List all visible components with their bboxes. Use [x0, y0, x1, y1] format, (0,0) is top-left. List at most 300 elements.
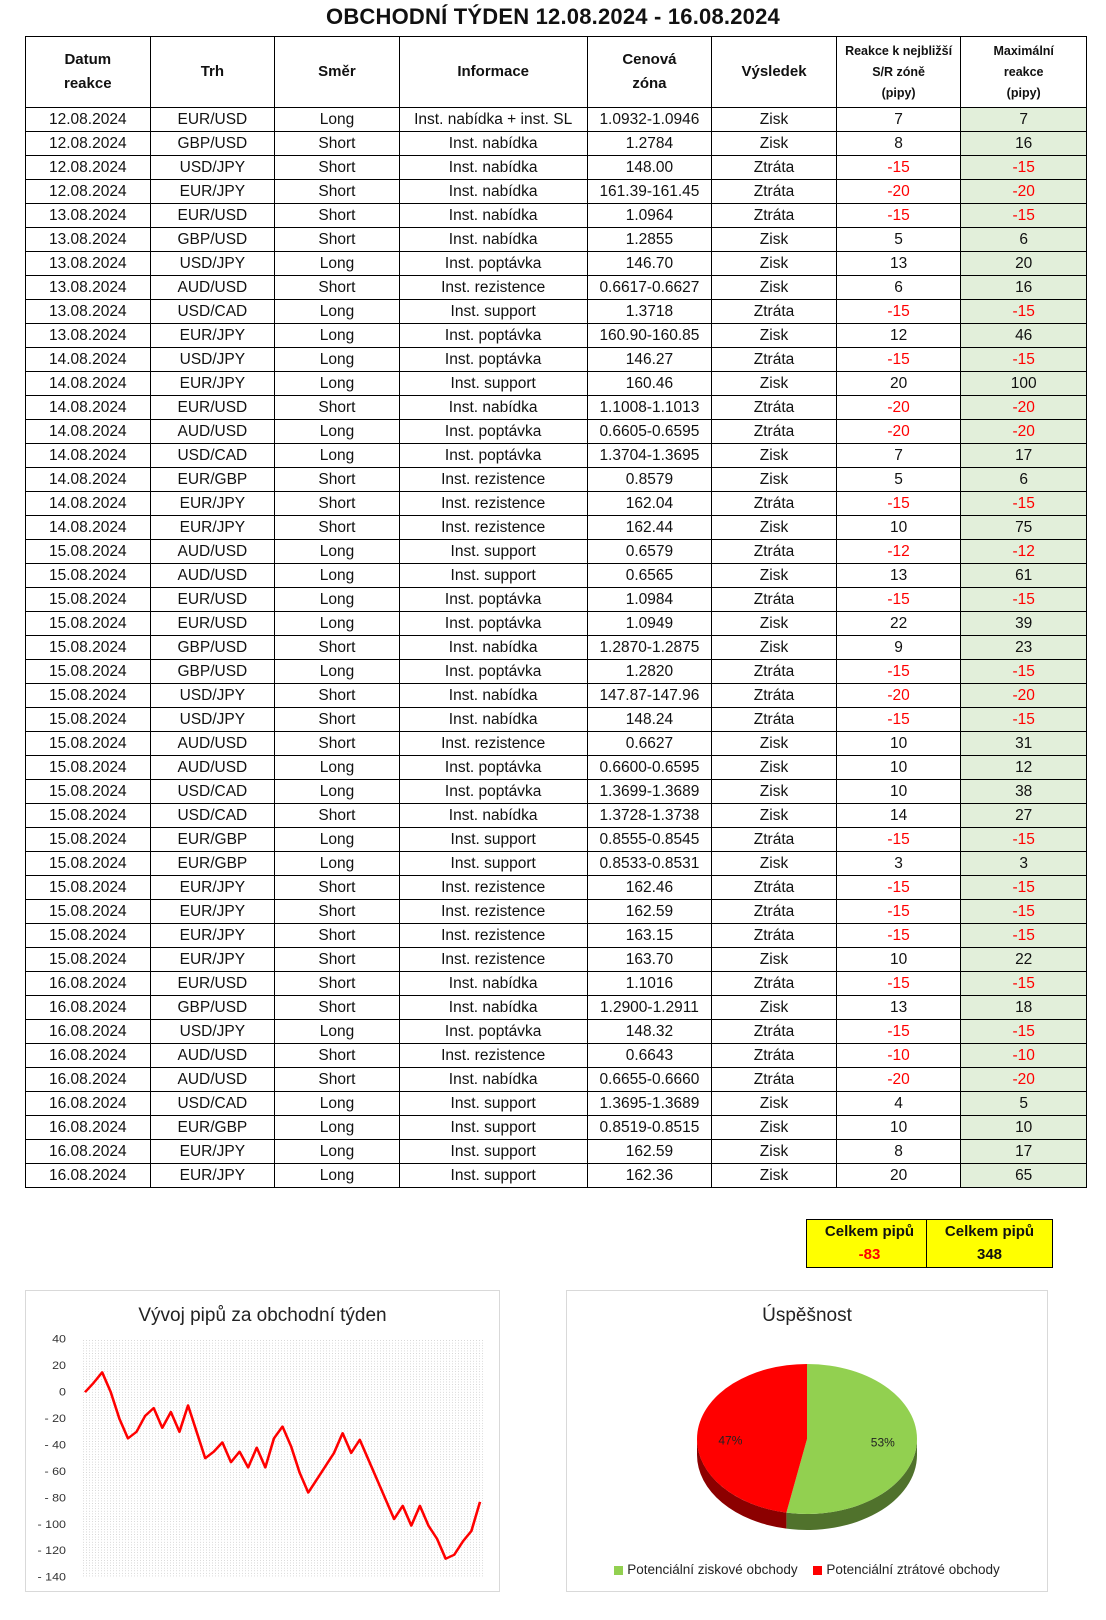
cell-date: 16.08.2024 [26, 1092, 151, 1116]
cell-reaction: -15 [836, 828, 961, 852]
cell-info: Inst. poptávka [399, 252, 587, 276]
cell-direction: Short [275, 948, 400, 972]
table-row [26, 780, 1087, 804]
y-tick-label: - 140 [37, 1571, 66, 1584]
cell-max-reaction: -20 [961, 180, 1087, 204]
cell-result: Ztráta [712, 900, 837, 924]
cell-info: Inst. rezistence [399, 948, 587, 972]
cell-date: 14.08.2024 [26, 444, 151, 468]
table-row [26, 492, 1087, 516]
cell-direction: Long [275, 1164, 400, 1188]
table-row [26, 540, 1087, 564]
cell-date: 14.08.2024 [26, 396, 151, 420]
cell-result: Zisk [712, 1140, 837, 1164]
table-row [26, 396, 1087, 420]
cell-date: 16.08.2024 [26, 972, 151, 996]
cell-direction: Short [275, 708, 400, 732]
cell-market: EUR/USD [150, 588, 275, 612]
table-row [26, 468, 1087, 492]
cell-date: 13.08.2024 [26, 252, 151, 276]
cell-direction: Short [275, 924, 400, 948]
cell-direction: Long [275, 300, 400, 324]
cell-market: USD/JPY [150, 708, 275, 732]
table-row [26, 444, 1087, 468]
cell-zone: 1.2870-1.2875 [587, 636, 712, 660]
cell-market: USD/JPY [150, 348, 275, 372]
cell-reaction: -15 [836, 588, 961, 612]
cell-direction: Long [275, 372, 400, 396]
cell-market: EUR/JPY [150, 372, 275, 396]
cell-max-reaction: 39 [961, 612, 1087, 636]
cell-reaction: 14 [836, 804, 961, 828]
cell-market: AUD/USD [150, 756, 275, 780]
cell-max-reaction: -15 [961, 972, 1087, 996]
cell-reaction: -15 [836, 204, 961, 228]
cell-info: Inst. rezistence [399, 516, 587, 540]
cell-direction: Short [275, 684, 400, 708]
cell-date: 15.08.2024 [26, 660, 151, 684]
cell-info: Inst. nabídka [399, 228, 587, 252]
table-row [26, 156, 1087, 180]
cell-info: Inst. rezistence [399, 876, 587, 900]
table-row [26, 756, 1087, 780]
cell-market: AUD/USD [150, 1044, 275, 1068]
cell-max-reaction: -15 [961, 1020, 1087, 1044]
cell-reaction: -20 [836, 1068, 961, 1092]
header-reaction: Reakce k nejbližší S/R zóně (pipy) [836, 37, 961, 108]
cell-reaction: -20 [836, 684, 961, 708]
cell-zone: 162.04 [587, 492, 712, 516]
cell-zone: 1.3728-1.3738 [587, 804, 712, 828]
legend-item-win [614, 1562, 797, 1577]
cell-direction: Long [275, 252, 400, 276]
cell-zone: 162.46 [587, 876, 712, 900]
cell-date: 15.08.2024 [26, 780, 151, 804]
cell-max-reaction: 17 [961, 444, 1087, 468]
cell-direction: Short [275, 732, 400, 756]
cell-market: USD/CAD [150, 780, 275, 804]
cell-reaction: 4 [836, 1092, 961, 1116]
cell-max-reaction: 10 [961, 1116, 1087, 1140]
cell-info: Inst. rezistence [399, 276, 587, 300]
page-title: OBCHODNÍ TÝDEN 12.08.2024 - 16.08.2024 [326, 4, 780, 29]
cell-zone: 163.70 [587, 948, 712, 972]
cell-zone: 0.6605-0.6595 [587, 420, 712, 444]
header-info: Informace [399, 37, 587, 108]
cell-info: Inst. rezistence [399, 1044, 587, 1068]
cell-date: 13.08.2024 [26, 300, 151, 324]
cell-result: Zisk [712, 516, 837, 540]
header-direction: Směr [275, 37, 400, 108]
table-row [26, 1164, 1087, 1188]
cell-reaction: -15 [836, 300, 961, 324]
cell-result: Zisk [712, 276, 837, 300]
cell-date: 15.08.2024 [26, 540, 151, 564]
cell-result: Ztráta [712, 300, 837, 324]
cell-info: Inst. support [399, 564, 587, 588]
total-max-label: Celkem pipů [944, 1223, 1035, 1240]
cell-info: Inst. poptávka [399, 420, 587, 444]
cell-info: Inst. nabídka [399, 396, 587, 420]
table-row [26, 132, 1087, 156]
cell-info: Inst. support [399, 1092, 587, 1116]
cell-result: Ztráta [712, 828, 837, 852]
cell-zone: 0.6627 [587, 732, 712, 756]
cell-max-reaction: 17 [961, 1140, 1087, 1164]
cell-direction: Short [275, 996, 400, 1020]
cell-max-reaction: 18 [961, 996, 1087, 1020]
cell-date: 16.08.2024 [26, 1044, 151, 1068]
cell-max-reaction: -15 [961, 708, 1087, 732]
cell-zone: 1.0964 [587, 204, 712, 228]
legend-swatch-loss [813, 1566, 822, 1575]
cell-market: GBP/USD [150, 636, 275, 660]
cell-zone: 1.2855 [587, 228, 712, 252]
cell-reaction: 20 [836, 372, 961, 396]
y-tick-label: 20 [52, 1359, 66, 1372]
cell-reaction: 7 [836, 444, 961, 468]
cell-result: Zisk [712, 636, 837, 660]
cell-direction: Short [275, 276, 400, 300]
cell-result: Ztráta [712, 876, 837, 900]
pie-chart-panel [566, 1290, 1048, 1592]
cell-direction: Long [275, 756, 400, 780]
cell-date: 13.08.2024 [26, 324, 151, 348]
cell-date: 16.08.2024 [26, 1164, 151, 1188]
cell-date: 12.08.2024 [26, 180, 151, 204]
table-row [26, 612, 1087, 636]
y-tick-label: - 60 [44, 1465, 66, 1478]
cell-reaction: 10 [836, 948, 961, 972]
cell-market: AUD/USD [150, 1068, 275, 1092]
cell-date: 16.08.2024 [26, 1140, 151, 1164]
cell-zone: 0.6617-0.6627 [587, 276, 712, 300]
cell-market: USD/CAD [150, 804, 275, 828]
cell-direction: Short [275, 1044, 400, 1068]
cell-market: EUR/JPY [150, 492, 275, 516]
cell-reaction: 13 [836, 252, 961, 276]
cell-reaction: 5 [836, 228, 961, 252]
y-tick-label: - 40 [44, 1439, 66, 1452]
cell-direction: Long [275, 1020, 400, 1044]
y-tick-label: - 20 [44, 1412, 66, 1425]
cell-market: USD/JPY [150, 684, 275, 708]
cell-info: Inst. nabídka [399, 996, 587, 1020]
cell-reaction: -15 [836, 924, 961, 948]
cell-info: Inst. nabídka [399, 804, 587, 828]
header-result: Výsledek [712, 37, 837, 108]
cell-result: Zisk [712, 612, 837, 636]
table-row [26, 1116, 1087, 1140]
cell-reaction: 13 [836, 564, 961, 588]
cell-direction: Long [275, 588, 400, 612]
cell-market: EUR/GBP [150, 468, 275, 492]
cell-market: EUR/JPY [150, 1140, 275, 1164]
cell-date: 15.08.2024 [26, 924, 151, 948]
cell-reaction: -12 [836, 540, 961, 564]
cell-result: Ztráta [712, 684, 837, 708]
total-reaction-value: -83 [858, 1246, 881, 1263]
cell-zone: 1.2900-1.2911 [587, 996, 712, 1020]
cell-max-reaction: -15 [961, 900, 1087, 924]
cell-market: GBP/USD [150, 228, 275, 252]
cell-market: GBP/USD [150, 660, 275, 684]
table-row [26, 204, 1087, 228]
cell-info: Inst. support [399, 828, 587, 852]
legend-label-loss: Potenciální ztrátové obchody [826, 1562, 1000, 1577]
cell-date: 15.08.2024 [26, 612, 151, 636]
cell-result: Zisk [712, 324, 837, 348]
cell-reaction: 13 [836, 996, 961, 1020]
cell-reaction: 20 [836, 1164, 961, 1188]
table-row [26, 1044, 1087, 1068]
cell-direction: Long [275, 108, 400, 132]
cell-max-reaction: 16 [961, 132, 1087, 156]
table-row [26, 876, 1087, 900]
cell-result: Zisk [712, 132, 837, 156]
cell-info: Inst. support [399, 852, 587, 876]
table-row [26, 300, 1087, 324]
table-row [26, 948, 1087, 972]
cell-zone: 146.70 [587, 252, 712, 276]
cell-market: AUD/USD [150, 732, 275, 756]
table-row [26, 636, 1087, 660]
legend-label-win: Potenciální ziskové obchody [627, 1562, 798, 1577]
cell-zone: 1.1008-1.1013 [587, 396, 712, 420]
cell-info: Inst. rezistence [399, 732, 587, 756]
cell-result: Ztráta [712, 420, 837, 444]
cell-zone: 146.27 [587, 348, 712, 372]
cell-direction: Short [275, 180, 400, 204]
cell-date: 13.08.2024 [26, 276, 151, 300]
cell-result: Zisk [712, 252, 837, 276]
cell-date: 15.08.2024 [26, 732, 151, 756]
cell-zone: 0.8579 [587, 468, 712, 492]
cell-result: Ztráta [712, 972, 837, 996]
cell-max-reaction: 5 [961, 1092, 1087, 1116]
cell-date: 15.08.2024 [26, 588, 151, 612]
cell-date: 15.08.2024 [26, 708, 151, 732]
total-max-box [926, 1219, 1053, 1268]
cell-info: Inst. support [399, 1164, 587, 1188]
cell-max-reaction: -12 [961, 540, 1087, 564]
y-tick-label: - 80 [44, 1492, 66, 1505]
cell-direction: Long [275, 420, 400, 444]
cell-result: Ztráta [712, 1068, 837, 1092]
cell-result: Ztráta [712, 540, 837, 564]
cell-direction: Long [275, 1116, 400, 1140]
cell-market: USD/JPY [150, 1020, 275, 1044]
cell-max-reaction: 100 [961, 372, 1087, 396]
cell-max-reaction: 12 [961, 756, 1087, 780]
cell-date: 13.08.2024 [26, 204, 151, 228]
cell-market: EUR/JPY [150, 1164, 275, 1188]
cell-reaction: 22 [836, 612, 961, 636]
cell-market: EUR/USD [150, 972, 275, 996]
cell-date: 14.08.2024 [26, 420, 151, 444]
cell-zone: 148.00 [587, 156, 712, 180]
cell-zone: 1.0949 [587, 612, 712, 636]
cell-market: GBP/USD [150, 996, 275, 1020]
table-header-row [26, 37, 1087, 108]
cell-reaction: -15 [836, 708, 961, 732]
cell-max-reaction: 16 [961, 276, 1087, 300]
cell-market: EUR/JPY [150, 516, 275, 540]
cell-zone: 0.6565 [587, 564, 712, 588]
cell-result: Zisk [712, 780, 837, 804]
header-date: Datum reakce [26, 37, 151, 108]
cell-max-reaction: 6 [961, 228, 1087, 252]
cell-max-reaction: -15 [961, 588, 1087, 612]
trades-table [25, 36, 1087, 1188]
cell-direction: Short [275, 516, 400, 540]
cell-direction: Long [275, 852, 400, 876]
cell-max-reaction: 38 [961, 780, 1087, 804]
cell-zone: 160.46 [587, 372, 712, 396]
pie-chart-title: Úspěšnost [762, 1305, 852, 1326]
table-row [26, 180, 1087, 204]
line-chart-title: Vývoj pipů za obchodní týden [138, 1305, 387, 1326]
cell-market: EUR/JPY [150, 324, 275, 348]
cell-market: AUD/USD [150, 540, 275, 564]
cell-result: Ztráta [712, 588, 837, 612]
cell-date: 12.08.2024 [26, 108, 151, 132]
cell-market: EUR/JPY [150, 180, 275, 204]
cell-date: 15.08.2024 [26, 684, 151, 708]
cell-info: Inst. nabídka [399, 156, 587, 180]
cell-reaction: 8 [836, 132, 961, 156]
cell-date: 15.08.2024 [26, 564, 151, 588]
cell-max-reaction: -20 [961, 684, 1087, 708]
pie-legend [567, 1562, 1047, 1577]
header-market: Trh [150, 37, 275, 108]
table-row [26, 276, 1087, 300]
cell-date: 16.08.2024 [26, 996, 151, 1020]
cell-direction: Long [275, 660, 400, 684]
cell-zone: 0.6643 [587, 1044, 712, 1068]
table-row [26, 1020, 1087, 1044]
cell-reaction: 7 [836, 108, 961, 132]
cell-info: Inst. nabídka [399, 684, 587, 708]
cell-date: 15.08.2024 [26, 876, 151, 900]
cell-max-reaction: -15 [961, 924, 1087, 948]
legend-swatch-win [614, 1566, 623, 1575]
cell-date: 16.08.2024 [26, 1020, 151, 1044]
cell-reaction: -15 [836, 348, 961, 372]
cell-reaction: 12 [836, 324, 961, 348]
cell-direction: Short [275, 804, 400, 828]
table-row [26, 564, 1087, 588]
cell-direction: Short [275, 900, 400, 924]
line-chart-panel [25, 1290, 500, 1592]
cell-max-reaction: -20 [961, 1068, 1087, 1092]
cell-reaction: -15 [836, 660, 961, 684]
cell-date: 12.08.2024 [26, 132, 151, 156]
cell-reaction: -15 [836, 876, 961, 900]
cell-reaction: 3 [836, 852, 961, 876]
cell-zone: 0.6655-0.6660 [587, 1068, 712, 1092]
cell-result: Ztráta [712, 348, 837, 372]
cell-market: USD/JPY [150, 252, 275, 276]
table-row [26, 372, 1087, 396]
table-row [26, 516, 1087, 540]
table-row [26, 996, 1087, 1020]
cell-max-reaction: 27 [961, 804, 1087, 828]
cell-info: Inst. poptávka [399, 348, 587, 372]
cell-info: Inst. rezistence [399, 924, 587, 948]
cell-reaction: 9 [836, 636, 961, 660]
cell-info: Inst. nabídka [399, 1068, 587, 1092]
cell-direction: Short [275, 396, 400, 420]
pie-data-label: 47% [718, 1433, 743, 1448]
cell-direction: Long [275, 828, 400, 852]
cell-market: EUR/JPY [150, 924, 275, 948]
cell-max-reaction: 31 [961, 732, 1087, 756]
cell-max-reaction: 6 [961, 468, 1087, 492]
cell-result: Ztráta [712, 180, 837, 204]
cell-zone: 1.3704-1.3695 [587, 444, 712, 468]
cell-result: Zisk [712, 996, 837, 1020]
cell-result: Zisk [712, 756, 837, 780]
cell-info: Inst. nabídka [399, 180, 587, 204]
cell-result: Ztráta [712, 660, 837, 684]
cell-max-reaction: 65 [961, 1164, 1087, 1188]
cell-max-reaction: 7 [961, 108, 1087, 132]
cell-max-reaction: 23 [961, 636, 1087, 660]
cell-max-reaction: -10 [961, 1044, 1087, 1068]
cell-market: EUR/JPY [150, 900, 275, 924]
cell-result: Zisk [712, 468, 837, 492]
cell-result: Ztráta [712, 1044, 837, 1068]
pie-data-label: 53% [870, 1435, 895, 1450]
cell-zone: 0.8533-0.8531 [587, 852, 712, 876]
cell-market: USD/CAD [150, 300, 275, 324]
table-row [26, 1140, 1087, 1164]
cell-market: EUR/USD [150, 396, 275, 420]
cell-market: EUR/GBP [150, 1116, 275, 1140]
cell-market: EUR/USD [150, 108, 275, 132]
cell-market: EUR/JPY [150, 948, 275, 972]
cell-market: GBP/USD [150, 132, 275, 156]
cell-info: Inst. rezistence [399, 492, 587, 516]
cell-info: Inst. poptávka [399, 660, 587, 684]
cell-result: Zisk [712, 1116, 837, 1140]
cell-date: 15.08.2024 [26, 756, 151, 780]
cell-market: EUR/USD [150, 612, 275, 636]
cell-info: Inst. rezistence [399, 468, 587, 492]
cell-max-reaction: 61 [961, 564, 1087, 588]
cell-market: USD/CAD [150, 1092, 275, 1116]
cell-market: EUR/USD [150, 204, 275, 228]
cell-date: 14.08.2024 [26, 516, 151, 540]
table-row [26, 1068, 1087, 1092]
cell-zone: 1.3718 [587, 300, 712, 324]
table-row [26, 588, 1087, 612]
cell-result: Zisk [712, 372, 837, 396]
cell-zone: 0.8519-0.8515 [587, 1116, 712, 1140]
cell-direction: Long [275, 1092, 400, 1116]
cell-info: Inst. nabídka [399, 636, 587, 660]
cell-zone: 162.36 [587, 1164, 712, 1188]
cell-zone: 0.6600-0.6595 [587, 756, 712, 780]
cell-result: Zisk [712, 228, 837, 252]
cell-zone: 1.3699-1.3689 [587, 780, 712, 804]
header-max-reaction: Maximální reakce (pipy) [961, 37, 1087, 108]
cell-info: Inst. rezistence [399, 900, 587, 924]
table-row [26, 228, 1087, 252]
cell-result: Ztráta [712, 708, 837, 732]
cell-info: Inst. poptávka [399, 612, 587, 636]
